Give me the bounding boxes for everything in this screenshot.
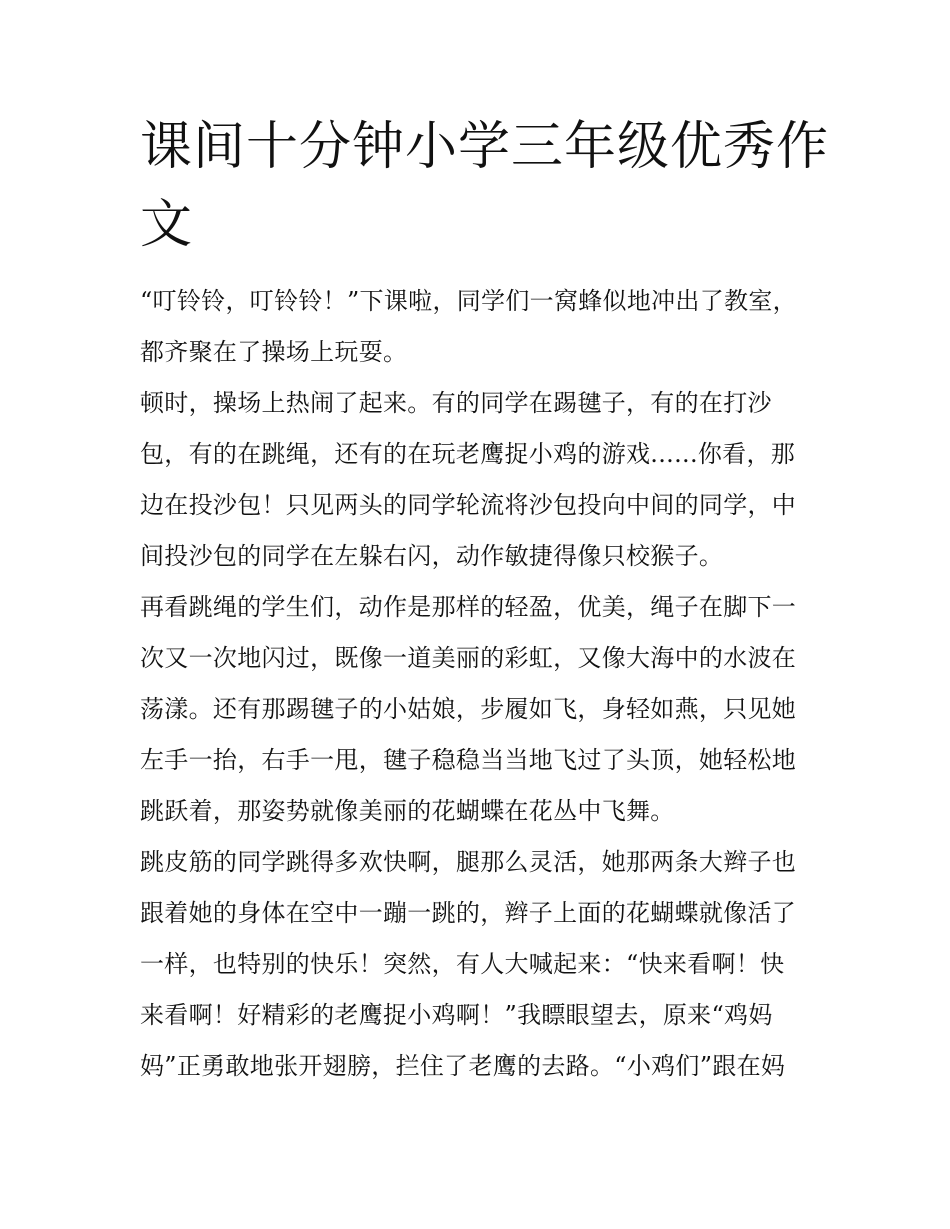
title-line: 文 bbox=[140, 195, 194, 255]
text-line: “叮铃铃，叮铃铃！”下课啦，同学们一窝蜂似地冲出了教室， bbox=[140, 287, 797, 315]
document-title bbox=[140, 108, 830, 264]
text-line: 来看啊！好精彩的老鹰捉小鸡啊！”我瞟眼望去，原来“鸡妈 bbox=[140, 1001, 773, 1029]
text-line: 跳跃着，那姿势就像美丽的花蝴蝶在花丛中飞舞。 bbox=[140, 797, 675, 825]
text-line: 一样，也特别的快乐！突然，有人大喊起来：“快来看啊！快 bbox=[140, 950, 785, 978]
text-line: 间投沙包的同学在左躲右闪，动作敏捷得像只校猴子。 bbox=[140, 542, 724, 570]
text-line: 跟着她的身体在空中一蹦一跳的，辫子上面的花蝴蝶就像活了 bbox=[140, 899, 797, 927]
text-line: 次又一次地闪过，既像一道美丽的彩虹，又像大海中的水波在 bbox=[140, 644, 797, 672]
text-line: 包，有的在跳绳，还有的在玩老鹰捉小鸡的游戏......你看，那 bbox=[140, 440, 796, 468]
text-line: 荡漾。还有那踢毽子的小姑娘，步履如飞，身轻如燕，只见她 bbox=[140, 695, 797, 723]
text-line: 顿时，操场上热闹了起来。有的同学在踢毽子，有的在打沙 bbox=[140, 389, 772, 417]
text-line: 再看跳绳的学生们，动作是那样的轻盈，优美，绳子在脚下一 bbox=[140, 593, 797, 621]
text-line: 妈”正勇敢地张开翅膀，拦住了老鹰的去路。“小鸡们”跟在妈 bbox=[140, 1052, 786, 1080]
document-body bbox=[140, 276, 830, 1092]
text-line: 都齐聚在了操场上玩耍。 bbox=[140, 338, 408, 366]
title-line: 课间十分钟小学三年级优秀作 bbox=[140, 117, 830, 177]
text-line: 左手一抬，右手一甩，毽子稳稳当当地飞过了头顶，她轻松地 bbox=[140, 746, 797, 774]
text-line: 边在投沙包！只见两头的同学轮流将沙包投向中间的同学，中 bbox=[140, 491, 797, 519]
text-line: 跳皮筋的同学跳得多欢快啊，腿那么灵活，她那两条大辫子也 bbox=[140, 848, 797, 876]
